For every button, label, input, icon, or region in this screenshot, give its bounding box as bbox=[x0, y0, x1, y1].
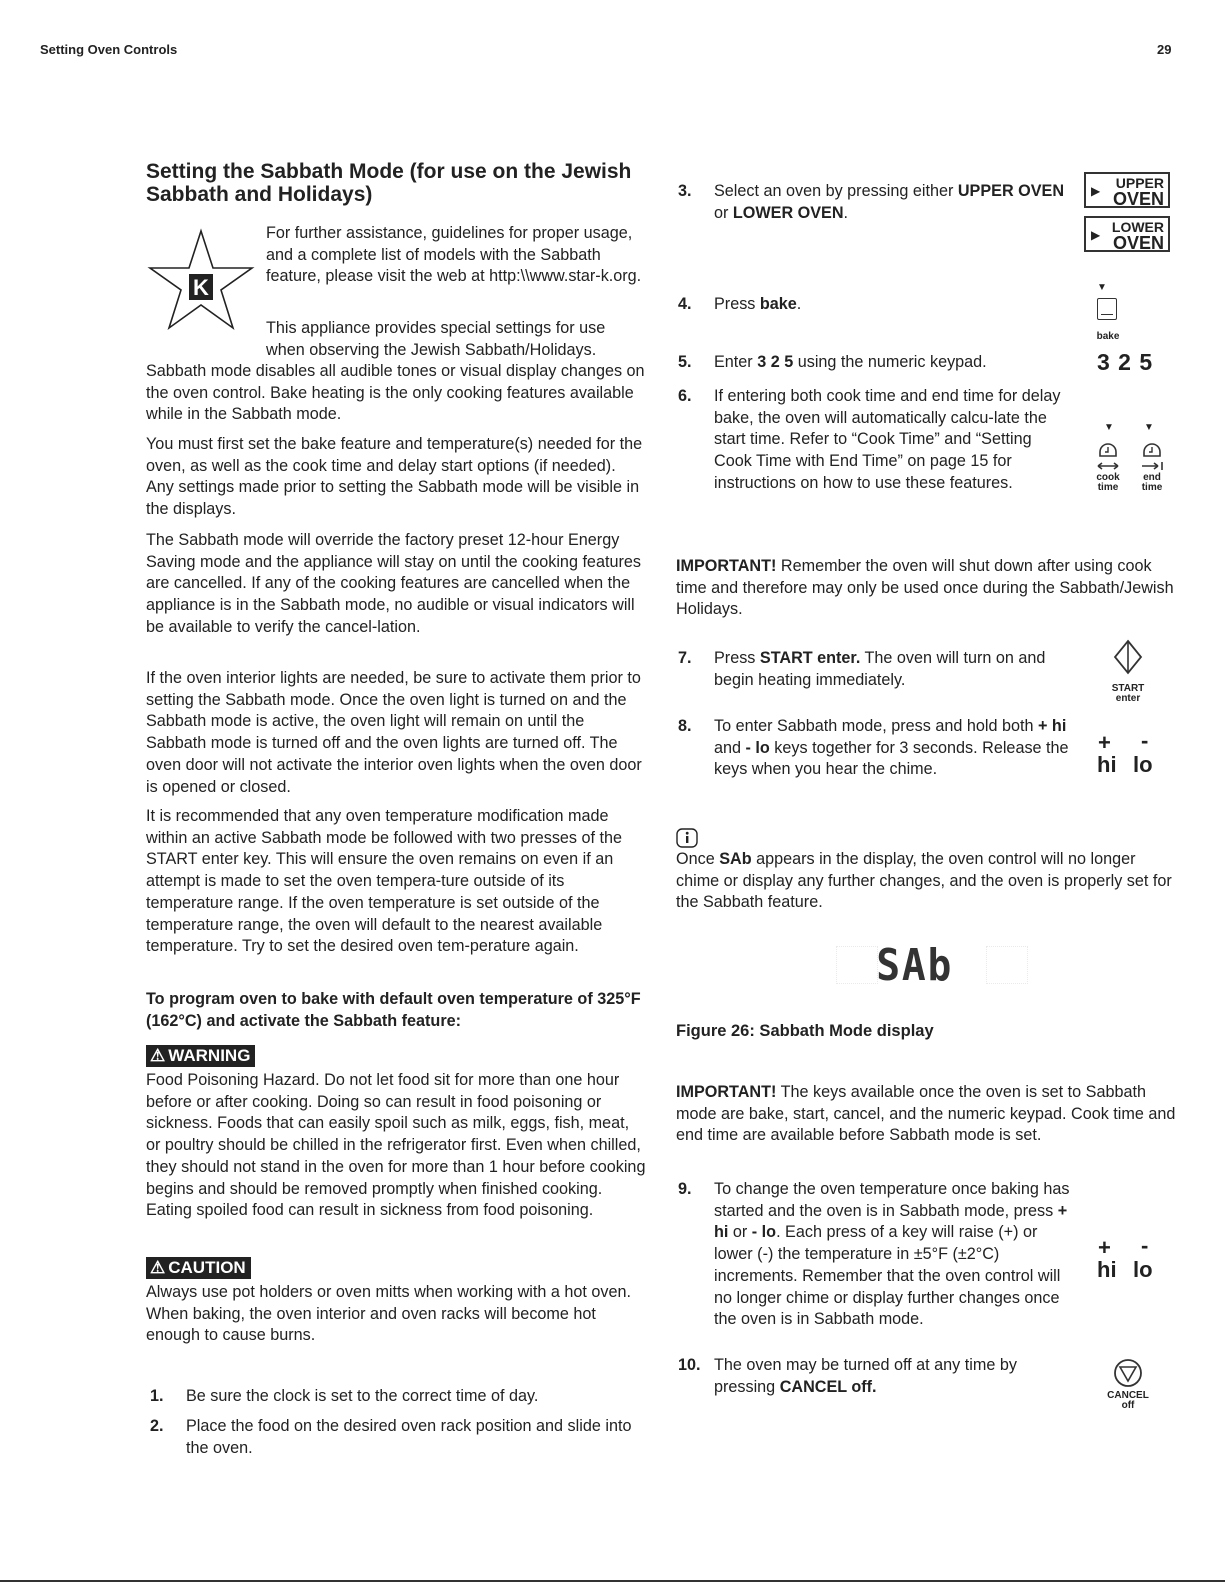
display-sab-text: SAb bbox=[876, 940, 954, 991]
step-5: 5. Enter 3 2 5 using the numeric keypad. bbox=[678, 353, 987, 371]
plus-icon: + bbox=[1098, 730, 1111, 755]
minus-icon: - bbox=[1141, 1233, 1149, 1258]
paragraph-settings: You must first set the bake feature and temperature(s) needed for the oven, as well as the cook time and delay start options (if needed). Any settings made prior to setting the Sabbath mode will be visible in the displays. bbox=[146, 435, 643, 519]
plus-icon: + bbox=[1098, 1235, 1111, 1260]
lo-key[interactable]: lo bbox=[1133, 1257, 1153, 1282]
display-unlit-segments-right bbox=[986, 946, 1028, 984]
upper-oven-key[interactable]: ▶ UPPER OVEN bbox=[1084, 172, 1170, 208]
start-key-label: START enter bbox=[1111, 683, 1145, 704]
step-7: 7. Press START enter. The oven will turn on and begin heating immediately. bbox=[678, 649, 1046, 689]
page-bottom-rule bbox=[0, 1580, 1225, 1582]
hi-key[interactable]: hi bbox=[1097, 1257, 1117, 1282]
cancel-key-label: CANCEL off bbox=[1107, 1390, 1149, 1411]
intro-paragraph: For further assistance, guidelines for proper usage, and a complete list of models with the Sabbath feature, please visit the web at http:\\www.star-k.org. bbox=[266, 224, 642, 286]
paragraph-interior-lights: If the oven interior lights are needed, be sure to activate them prior to setting the Sabbath mode. Once the oven light is turned on and the Sabbath mode is active, the oven light will remain on until the Sabbath mode is turned off and the oven lights are turned off. The oven door will not activate the interior oven lights when the oven door is opened or closed. bbox=[146, 669, 642, 796]
pointer-down-icon: ▼ bbox=[1144, 422, 1154, 433]
page-number: 29 bbox=[1157, 42, 1172, 57]
pointer-down-icon: ▼ bbox=[1097, 282, 1107, 293]
section-header: Setting Oven Controls bbox=[40, 42, 178, 57]
minus-icon: - bbox=[1141, 728, 1149, 753]
pointer-down-icon: ▼ bbox=[1104, 422, 1114, 433]
step-3: 3. Select an oven by pressing either UPPER OVEN or LOWER OVEN. bbox=[678, 182, 1065, 222]
step-10: 10. The oven may be turned off at any time by pressing CANCEL off. bbox=[678, 1356, 1017, 1396]
page-title: Setting the Sabbath Mode (for use on the Jewish Sabbath and Holidays) bbox=[146, 160, 632, 206]
hi-key[interactable]: hi bbox=[1097, 752, 1117, 777]
end-time-label: end time bbox=[1141, 472, 1163, 493]
important-note-2: IMPORTANT! The keys available once the oven is set to Sabbath mode are bake, start, cancel, and the numeric keypad. Cook time and end time are available before Sabbath mode is set. bbox=[676, 1083, 1176, 1145]
step-9: 9. To change the oven temperature once baking has started and the oven is in Sabbath mode, press + hi or - lo. Each press of a key will raise (+) or lower (-) the temperature in ±5°F (±2°C) increments. Remember that the oven control will no longer chime or display further changes once the oven is in Sabbath mode. bbox=[678, 1180, 1070, 1329]
caution-text: Always use pot holders or oven mitts when working with a hot oven. When baking, the oven interior and oven racks will become hot enough to cause burns. bbox=[146, 1283, 631, 1345]
start-key-icon[interactable] bbox=[1112, 638, 1144, 676]
step-1: 1. Be sure the clock is set to the correct time of day. bbox=[150, 1387, 539, 1405]
step-4: 4. Press bake. bbox=[678, 295, 802, 313]
cook-time-label: cook time bbox=[1096, 472, 1120, 493]
bake-key-label: bake bbox=[1096, 331, 1120, 342]
warning-label: WARNING bbox=[168, 1046, 251, 1065]
play-arrow-icon: ▶ bbox=[1091, 228, 1101, 242]
bake-element-icon bbox=[1101, 314, 1113, 316]
intro-paragraph-2b: Sabbath mode disables all audible tones or visual display changes on the oven control. Bake heating is the only cooking features available while in the Sabbath mode. bbox=[146, 362, 645, 424]
figure-caption: Figure 26: Sabbath Mode display bbox=[676, 1022, 934, 1040]
info-icon bbox=[676, 828, 698, 848]
cook-time-key-icon[interactable] bbox=[1096, 438, 1120, 474]
step-8: 8. To enter Sabbath mode, press and hold both + hi and - lo keys together for 3 seconds. Release the keys when you hear the chime. bbox=[678, 717, 1069, 779]
caution-triangle-icon: ⚠ bbox=[150, 1258, 166, 1277]
lo-key[interactable]: lo bbox=[1133, 752, 1153, 777]
step-1-text: Be sure the clock is set to the correct time of day. bbox=[186, 1387, 539, 1405]
lower-oven-key[interactable]: ▶ LOWER OVEN bbox=[1084, 216, 1170, 252]
bake-key[interactable] bbox=[1097, 298, 1117, 320]
warning-triangle-icon: ⚠ bbox=[150, 1046, 166, 1065]
intro-paragraph-2a: This appliance provides special settings for use when observing the Jewish Sabbath/Holidays. bbox=[266, 319, 606, 359]
warning-badge bbox=[146, 1045, 255, 1067]
warning-text: Food Poisoning Hazard. Do not let food sit for more than one hour before or after cooking. Doing so can result in food poisoning or sickness. Foods that can easily spoil such as milk, eggs, fish, meat, or poultry should be chilled in the refrigerator first. Even when chilled, they should not stand in the oven for more than 1 hour before cooking begins and should be removed promptly when finished cooking. Eating spoiled food can result in sickness from food poisoning. bbox=[146, 1071, 646, 1220]
paragraph-energy-saving: The Sabbath mode will override the factory preset 12-hour Energy Saving mode and the appliance will stay on until the cooking features are cancelled. If any of the cooking features are cancelled when the appliance is in the Sabbath mode, no audible or visual indicators will be available to verify the cancel-lation. bbox=[146, 531, 641, 636]
sabbath-mode-display bbox=[836, 936, 1036, 996]
important-note-1: IMPORTANT! Remember the oven will shut down after using cook time and therefore may only be used once during the Sabbath/Jewish Holidays. bbox=[676, 557, 1174, 619]
step-6: 6. If entering both cook time and end time for delay bake, the oven will automatically calcu-late the start time. Refer to “Cook Time” and “Setting Cook Time with End Time” on page 15 for instructions on how to use these features. bbox=[678, 387, 1061, 492]
step-2: 2. Place the food on the desired oven rack position and slide into the oven. bbox=[150, 1417, 632, 1457]
program-heading: To program oven to bake with default oven temperature of 325°F (162°C) and activate the Sabbath feature: bbox=[146, 990, 641, 1030]
cancel-key-icon[interactable] bbox=[1112, 1357, 1144, 1389]
caution-badge bbox=[146, 1257, 251, 1279]
display-unlit-segments-left bbox=[836, 946, 878, 984]
star-k-logo-icon bbox=[146, 228, 256, 336]
star-k-letter: K bbox=[193, 275, 209, 300]
play-arrow-icon: ▶ bbox=[1091, 184, 1101, 198]
sabbath-info-note: Once SAb appears in the display, the oven control will no longer chime or display any further changes, and the oven is properly set for the Sabbath feature. bbox=[676, 850, 1172, 912]
paragraph-temperature: It is recommended that any oven temperature modification made within an active Sabbath mode be followed with two presses of the START enter key. This will ensure the oven remains on even if an attempt is made to set the oven tempera-ture outside of its temperature range. If the oven temperature is set outside of the temperature range, the oven will default to the nearest available temperature. Try to set the desired oven tem-perature again. bbox=[146, 807, 623, 956]
end-time-key-icon[interactable] bbox=[1140, 438, 1164, 474]
caution-label: CAUTION bbox=[168, 1258, 246, 1277]
step-2-text: Place the food on the desired oven rack position and slide into the oven. bbox=[186, 1417, 632, 1457]
temperature-digits: 3 2 5 bbox=[1097, 349, 1154, 375]
